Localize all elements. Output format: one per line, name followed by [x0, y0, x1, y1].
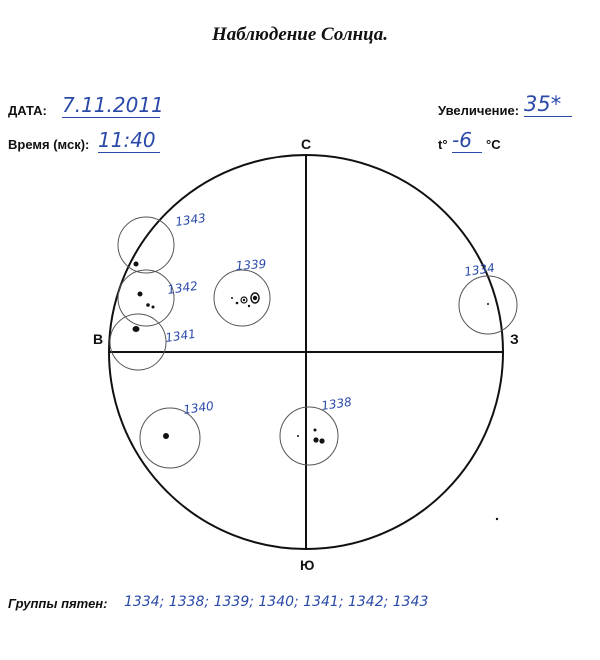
stray-mark [496, 518, 498, 520]
sunspot [152, 306, 155, 309]
temperature-label: t° [438, 137, 448, 152]
sunspot [146, 303, 150, 307]
sunspot [138, 292, 143, 297]
sunspot [253, 296, 257, 300]
time-value: 11:40 [98, 128, 160, 153]
sunspot [231, 297, 233, 299]
sunspot-group-1341-label: 1341 [164, 326, 197, 345]
sunspot [313, 437, 318, 442]
sunspot-group-1343-label: 1343 [174, 210, 207, 229]
sunspot-group-1341-circle [110, 314, 166, 370]
magnification-value: 35* [524, 92, 572, 117]
sunspot-group-1334-label: 1334 [463, 260, 496, 279]
direction-south: Ю [300, 557, 315, 573]
sunspot [243, 299, 245, 301]
direction-east: В [93, 331, 104, 347]
sunspot [133, 326, 140, 332]
page-title: Наблюдение Солнца. [211, 24, 388, 45]
sunspot-group-1342-circle [118, 270, 174, 326]
temperature-unit: °C [486, 137, 501, 152]
sunspot-group-1340-circle [140, 408, 200, 468]
date-label: ДАТА: [8, 103, 47, 118]
temperature-value: -6 [452, 128, 482, 153]
sunspot [314, 429, 317, 432]
sunspot-groups-list: 1334; 1338; 1339; 1340; 1341; 1342; 1343 [124, 594, 429, 610]
sunspot [163, 433, 169, 439]
sunspot [134, 262, 139, 267]
sunspot-group-1340-label: 1340 [182, 398, 215, 417]
sunspot [487, 303, 489, 305]
sunspot [319, 438, 324, 443]
sunspot-group-1339-label: 1339 [235, 256, 267, 273]
sunspot [248, 305, 250, 307]
sunspot-group-1338-label: 1338 [320, 394, 353, 413]
sunspot [297, 435, 299, 437]
direction-west: З [510, 331, 519, 347]
magnification-label: Увеличение: [438, 103, 520, 118]
sunspot-group-1343-circle [118, 217, 174, 273]
direction-north: С [301, 136, 312, 152]
sunspot-group-1342-label: 1342 [166, 278, 199, 297]
sunspot-group-1338-circle [280, 407, 338, 465]
time-label: Время (мск): [8, 137, 90, 152]
sunspot [236, 302, 239, 305]
sunspot-groups-label: Группы пятен: [8, 596, 108, 611]
date-value: 7.11.2011 [62, 93, 164, 117]
